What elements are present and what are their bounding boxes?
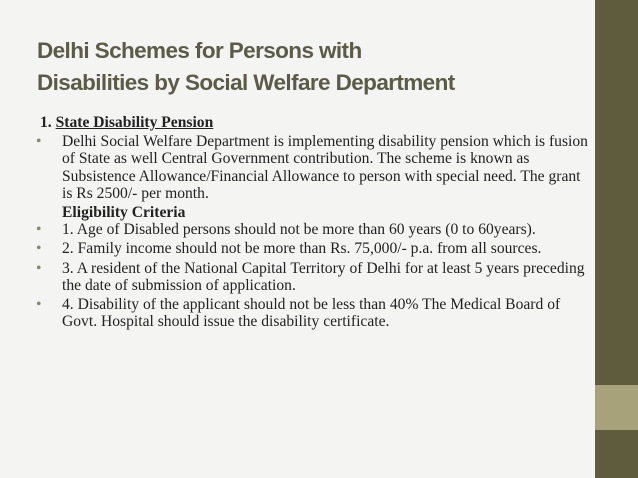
bullet-icon: •: [36, 240, 42, 258]
title-line-2: Disabilities by Social Welfare Department: [37, 70, 455, 95]
bullet-icon: •: [36, 221, 42, 239]
section-heading: [36, 114, 592, 131]
sidebar-accent-block: [595, 385, 638, 430]
bullet-list: [36, 133, 592, 202]
list-item: [36, 296, 592, 330]
criteria-list: [36, 221, 592, 330]
title-line-1: Delhi Schemes for Persons with: [37, 38, 362, 63]
criteria-heading: Eligibility Criteria: [62, 204, 186, 222]
criterion-text: 1. Age of Disabled persons should not be more than 60 years (0 to 60years).: [62, 221, 536, 239]
criterion-text: 2. Family income should not be more than Rs. 75,000/- p.a. from all sources.: [62, 240, 542, 258]
section-title: State Disability Pension: [55, 114, 214, 131]
list-item: [36, 133, 592, 202]
criterion-text: 3. A resident of the National Capital Territory of Delhi for at least 5 years preceding the date of submission of application.: [62, 259, 585, 294]
list-item: [36, 221, 592, 238]
bullet-icon: •: [36, 296, 42, 314]
slide-title: [37, 35, 587, 99]
list-item: [36, 240, 592, 257]
list-item: [36, 260, 592, 294]
criterion-text: 4. Disability of the applicant should not be less than 40% The Medical Board of Govt. Hospital should issue the disability certificate.: [62, 296, 561, 331]
intro-text: Delhi Social Welfare Department is implementing disability pension which is fusion of State as well Central Government contribution. The scheme is known as Subsistence Allowance/Financial Allowance to person with special need. The grant is Rs 2500/- per month.: [62, 133, 588, 202]
bullet-icon: •: [36, 133, 42, 151]
slide-content: [36, 114, 592, 332]
section-number: 1.: [40, 114, 56, 131]
bullet-icon: •: [36, 259, 42, 277]
